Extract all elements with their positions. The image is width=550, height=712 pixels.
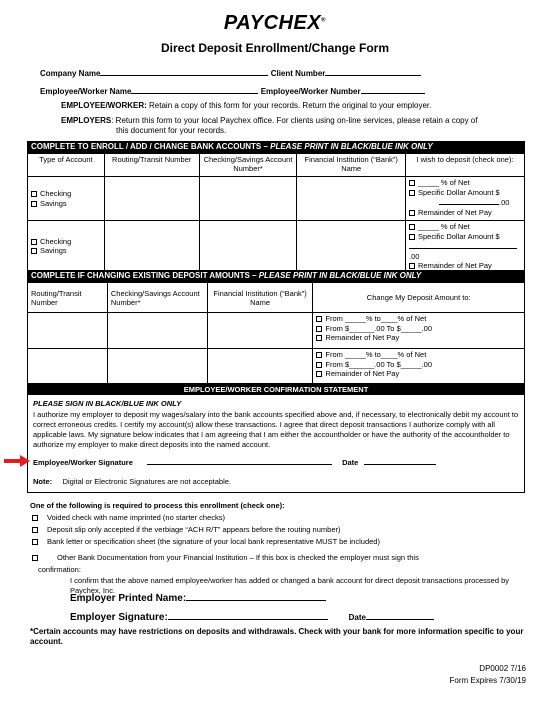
pct-net-option[interactable]: _____ % of Net xyxy=(409,178,521,188)
col-bank: Financial Institution (“Bank”) Name xyxy=(297,154,406,177)
account-input[interactable] xyxy=(107,349,207,385)
savings-checkbox[interactable]: Savings xyxy=(31,199,101,209)
confirmation-box xyxy=(27,383,525,493)
remainder-option[interactable]: Remainder of Net Pay xyxy=(409,208,521,218)
employer-printed-name-field[interactable]: Employer Printed Name: xyxy=(70,591,326,605)
routing-input[interactable] xyxy=(104,221,199,273)
remainder-option[interactable]: Remainder of Net Pay xyxy=(316,333,521,343)
from-pct-option[interactable]: From _____% to____% of Net xyxy=(316,314,521,324)
col-routing: Routing/Transit Number xyxy=(104,154,199,177)
voided-check-option[interactable]: Voided check with name imprinted (no starter checks) xyxy=(32,512,530,524)
account-input[interactable] xyxy=(199,177,297,221)
section2-header: COMPLETE IF CHANGING EXISTING DEPOSIT AMOUNTS – PLEASE PRINT IN BLACK/BLUE INK ONLY xyxy=(27,270,525,282)
account-input[interactable] xyxy=(107,313,207,349)
bank-input[interactable] xyxy=(207,349,313,385)
employer-instruction: EMPLOYERS: Return this form to your local Paychex office. For clients using on-line services, please retain a copy of xyxy=(61,116,478,125)
company-name-field[interactable]: Company Name Client Number xyxy=(40,68,421,79)
from-amt-option[interactable]: From $______.00 To $_____.00 xyxy=(316,360,521,370)
routing-input[interactable] xyxy=(28,349,108,385)
routing-input[interactable] xyxy=(28,313,108,349)
required-docs: One of the following is required to process this enrollment (check one): Voided check with name imprinted (no starter checks) Deposit slip only accepted if the verbiage “ACH R/T” appears before the routing number) Bank letter or specification sheet (the signature of your local bank representative MUST be included) Other Bank Documentation from your Financial Institution – If this box is checked the employer must sign this confirmation: I confirm that the above named employee/worker has added or changed a bank account for direct deposit transactions processed by Paychex, Inc. xyxy=(30,500,530,596)
section1-header: COMPLETE TO ENROLL / ADD / CHANGE BANK ACCOUNTS – PLEASE PRINT IN BLACK/BLUE INK ONLY xyxy=(27,141,525,153)
employer-instruction-cont: this document for your records. xyxy=(116,126,227,135)
employee-signature-line[interactable]: Employee/Worker Signature Date xyxy=(33,457,519,467)
checking-checkbox[interactable]: Checking xyxy=(31,189,101,199)
footnote: *Certain accounts may have restrictions on deposits and withdrawals. Check with your bank for more information specific to your account. xyxy=(30,627,524,646)
bank-letter-option[interactable]: Bank letter or specification sheet (the signature of your local bank representative MUST be included) xyxy=(32,536,530,548)
remainder-option[interactable]: Remainder of Net Pay xyxy=(409,261,521,271)
bank-input[interactable] xyxy=(297,221,406,273)
authorization-statement: I authorize my employer to deposit my wages/salary into the bank accounts specified above and, if necessary, to electronically debit my account to correct erroneous credits. I certify my account(s) allow these transactions. I agree that direct deposit transactions I authorize comply with all applicable laws. My signature below indicates that I am agreeing that I am either the accountholder or have the authority of the accountholder to authorize my employer to make direct deposits into the named account. xyxy=(33,410,519,449)
col-deposit: I wish to deposit (check one): xyxy=(405,154,524,177)
checking-checkbox[interactable]: Checking xyxy=(31,237,101,247)
form-code: DP0002 7/16 xyxy=(479,664,526,673)
form-expiry: Form Expires 7/30/19 xyxy=(449,676,526,685)
table-row xyxy=(28,313,525,349)
bank-input[interactable] xyxy=(297,177,406,221)
specific-amount-option[interactable]: Specific Dollar Amount $ xyxy=(409,232,521,242)
routing-input[interactable] xyxy=(104,177,199,221)
paychex-logo: PAYCHEX® xyxy=(223,12,327,34)
from-amt-option[interactable]: From $______.00 To $_____.00 xyxy=(316,324,521,334)
remainder-option[interactable]: Remainder of Net Pay xyxy=(316,369,521,379)
col-type: Type of Account xyxy=(28,154,105,177)
employee-instruction: EMPLOYEE/WORKER: Retain a copy of this form for your records. Return the original to your employer. xyxy=(61,101,432,110)
new-account-table xyxy=(27,153,525,273)
form-title: Direct Deposit Enrollment/Change Form xyxy=(160,41,390,55)
confirmation-heading: EMPLOYEE/WORKER CONFIRMATION STATEMENT xyxy=(28,384,524,395)
pct-net-option[interactable]: _____ % of Net xyxy=(409,222,521,232)
signature-note: Note: Digital or Electronic Signatures are not acceptable. xyxy=(33,477,232,486)
savings-checkbox[interactable]: Savings xyxy=(31,246,101,256)
account-input[interactable] xyxy=(199,221,297,273)
specific-amount-option[interactable]: Specific Dollar Amount $ xyxy=(409,188,521,198)
change-amount-table: Routing/Transit Number Checking/Savings Account Number* Financial Institution (“Bank”) Name Change My Deposit Amount to: From _____% to____% of Net From $______.00 To $_____.00 Remainder of Net Pay From _____% to____% of Net From $______.00 To $_____.00 Remainder of Net Pay xyxy=(27,282,525,385)
col-account: Checking/Savings Account Number* xyxy=(199,154,297,177)
sign-note: PLEASE SIGN IN BLACK/BLUE INK ONLY xyxy=(33,399,182,408)
employer-confirm-text: I confirm that the above named employee/worker has added or changed a bank account for direct deposit transactions processed by Paychex, Inc. xyxy=(70,576,510,595)
employee-name-field[interactable]: Employee/Worker Name Employee/Worker Number xyxy=(40,86,425,97)
table-row: Checking Savings _____ % of Net Specific Dollar Amount $ .00 Remainder of Net Pay xyxy=(28,177,525,221)
employer-signature-field[interactable]: Employer Signature: Date xyxy=(70,610,434,624)
table-row xyxy=(28,349,525,385)
table-row: Checking Savings _____ % of Net Specific Dollar Amount $ .00 Remainder of Net Pay xyxy=(28,221,525,273)
arrow-icon xyxy=(4,455,30,467)
bank-input[interactable] xyxy=(207,313,313,349)
from-pct-option[interactable]: From _____% to____% of Net xyxy=(316,350,521,360)
deposit-slip-option[interactable]: Deposit slip only accepted if the verbiage “ACH R/T” appears before the routing number) xyxy=(32,524,530,536)
other-documentation-option[interactable]: Other Bank Documentation from your Financial Institution – If this box is checked the employer must sign this xyxy=(32,552,530,564)
